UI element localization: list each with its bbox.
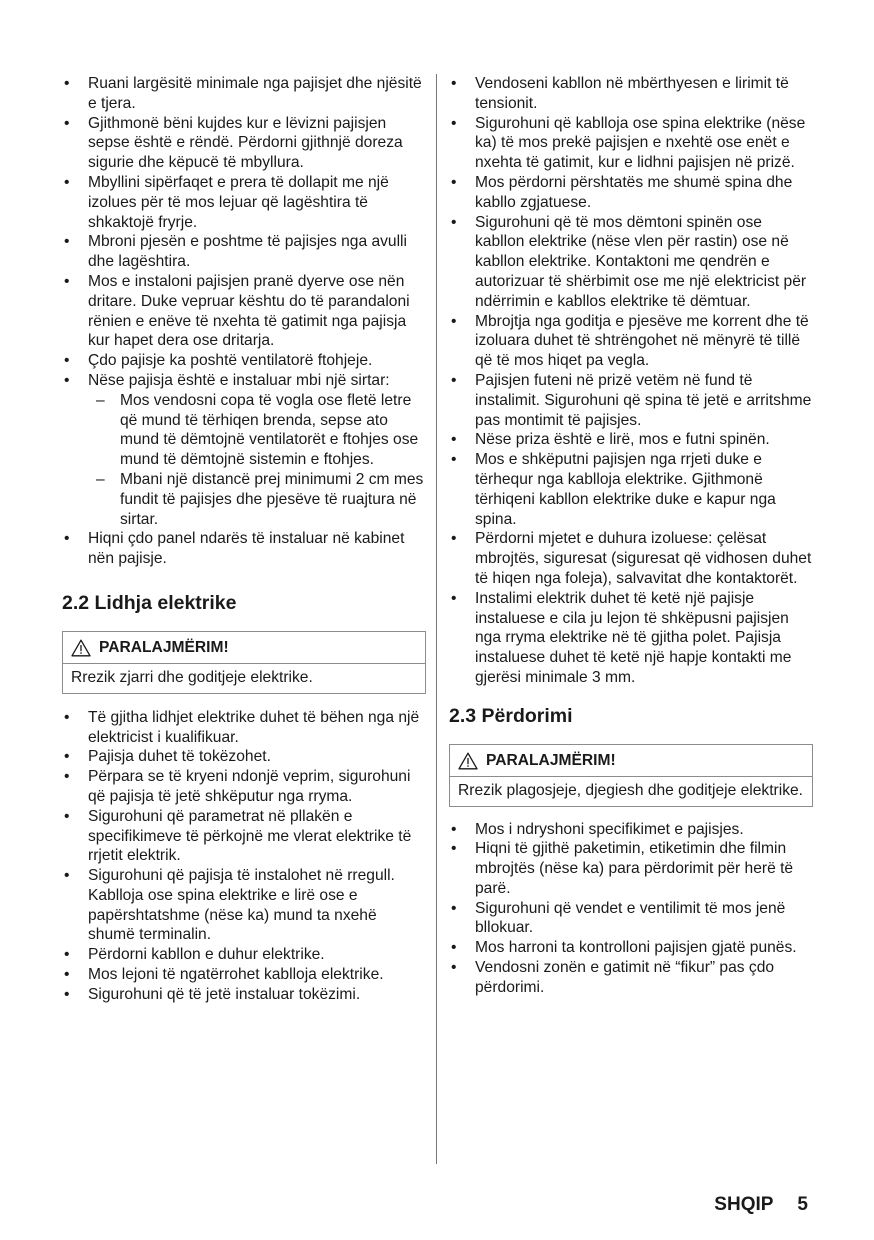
warning-header bbox=[450, 745, 812, 777]
bullet-list bbox=[449, 74, 813, 688]
warning-icon bbox=[458, 752, 478, 770]
list-item: • Mbroni pjesën e poshtme të pajisjes nga avulli dhe lagështira. bbox=[64, 233, 407, 271]
list-item: • Përdorni mjetet e duhura izoluese: çelësat mbrojtës, siguresat (siguresat që vidhosen duhet të hiqen nga foleja), salvavitat dhe kontaktorët. bbox=[451, 530, 812, 587]
list-item: • Sigurohuni që të jetë instaluar tokëzimi. bbox=[64, 985, 361, 1003]
list-item: • Mos lejoni të ngatërrohet kablloja elektrike. bbox=[64, 966, 384, 984]
list-item: • Mbyllini sipërfaqet e prera të dollapit me një izolues për të mos lejuar që lagështira të shkaktojë fryrje. bbox=[64, 173, 389, 231]
list-item: • Gjithmonë bëni kujdes kur e lëvizni pajisjen sepse është e rëndë. Përdorni gjithnjë doreza sigurie dhe këpucë të mbyllura. bbox=[64, 114, 403, 172]
list-item: • Instalimi elektrik duhet të ketë një pajisje instaluese e cila ju lejon të shkëpusni pajisjen nga rryma elektrike në të gjitha polet. Pajisja instaluese duhet të ketë një hapje kontakti me gjerësi minimale 3 mm. bbox=[451, 589, 792, 686]
column-divider bbox=[436, 74, 437, 1164]
list-item: • Sigurohuni që vendet e ventilimit të mos jenë bllokuar. bbox=[451, 899, 786, 937]
sub-list-item: – Mos vendosni copa të vogla ose fletë letre që mund të tërhiqen brenda, sepse ato mund të dëmtojnë ventilatorët e ftohjes ose mund të dëmtojnë sistemin e ftohjes. bbox=[96, 391, 419, 469]
list-item: • Çdo pajisje ka poshtë ventilatorë ftohjeje. bbox=[64, 352, 373, 370]
list-item: • Pajisja duhet të tokëzohet. bbox=[64, 748, 271, 766]
list-item: • Mos harroni ta kontrolloni pajisjen gjatë punës. bbox=[451, 939, 797, 957]
warning-box bbox=[62, 631, 426, 694]
warning-text: Rrezik plagosjeje, djegiesh dhe goditjeje elektrike. bbox=[458, 781, 803, 799]
section-title: 2.3 Përdorimi bbox=[449, 704, 573, 727]
warning-title: PARALAJMËRIM! bbox=[99, 638, 229, 656]
list-item: • Ruani largësitë minimale nga pajisjet dhe njësitë e tjera. bbox=[64, 75, 422, 112]
list-item: • Sigurohuni që pajisja të instalohet në rregull. Kablloja ose spina elektrike e lirë ose e papërshtatshme (nëse ka) mund ta nxehë shumë terminalin. bbox=[64, 867, 395, 944]
list-item: • Përdorni kabllon e duhur elektrike. bbox=[64, 946, 325, 964]
warning-header bbox=[63, 632, 425, 664]
warning-title: PARALAJMËRIM! bbox=[486, 751, 616, 769]
list-item: • Të gjitha lidhjet elektrike duhet të bëhen nga një elektricist i kualifikuar. bbox=[64, 708, 420, 746]
list-item: • Mos e instaloni pajisjen pranë dyerve ose nën dritare. Duke vepruar kështu do të parandaloni rënien e enëve të nxehta të gatimit nga pajisja kur hapet dera ose dritarja. bbox=[64, 272, 410, 350]
list-item: • Mbrojtja nga goditja e pjesëve me korrent dhe të izoluara duhet të shtrëngohet në mënyrë të tillë që të mos hiqet pa vegla. bbox=[451, 312, 809, 370]
sub-list-item: – Mbani një distancë prej minimumi 2 cm mes fundit të pajisjes dhe pjesëve të ruajtura në sirtar. bbox=[96, 470, 424, 528]
list-item: • Sigurohuni që të mos dëmtoni spinën ose kabllon elektrike (nëse vlen për rastin) ose në kabllon elektrike. Kontaktoni me qendrën e autorizuar të shërbimit ose me një elektricist për ndërrimin e kabllos elektrike të dëmtuar. bbox=[451, 213, 807, 310]
bullet-list bbox=[62, 74, 426, 569]
section-title: 2.2 Lidhja elektrike bbox=[62, 591, 237, 614]
page-number: 5 bbox=[797, 1194, 808, 1215]
list-item: • Mos e shkëputni pajisjen nga rrjeti duke e tërhequr nga kablloja elektrike. Gjithmonë tërhiqeni kabllon elektrike duke e kapur nga spina. bbox=[451, 451, 776, 528]
list-item: • Pajisjen futeni në prizë vetëm në fund të instalimit. Sigurohuni që spina të jetë e arritshme pas montimit të pajisjes. bbox=[451, 371, 812, 429]
list-item: • Nëse priza është e lirë, mos e futni spinën. bbox=[451, 431, 770, 449]
bullet-list bbox=[62, 708, 426, 1005]
bullet-list bbox=[449, 820, 813, 998]
list-item: • Hiqni të gjithë paketimin, etiketimin dhe filmin mbrojtës (nëse ka) para përdorimit për herë të parë. bbox=[451, 840, 794, 897]
list-item: • Nëse pajisja është e instaluar mbi një sirtar: – Mos vendosni copa të vogla ose fletë letre që mund të tërhiqen brenda, sepse ato mund të dëmtojnë ventilatorët e ftohjes ose mund të dëmtojnë sistemin e ftohjes. – Mbani një distancë prej minimumi 2 cm mes fundit të pajisjes dhe pjesëve të ruajtura në sirtar. bbox=[62, 371, 426, 529]
warning-text: Rrezik zjarri dhe goditjeje elektrike. bbox=[71, 668, 313, 686]
list-item: • Sigurohuni që parametrat në pllakën e specifikimeve të përkojnë me vlerat elektrike të rrjetit elektrik. bbox=[64, 807, 412, 865]
left-column bbox=[62, 74, 426, 1005]
list-item: • Përpara se të kryeni ndonjë veprim, sigurohuni që pajisja të jetë shkëputur nga rryma. bbox=[64, 768, 411, 805]
list-item: • Vendosni zonën e gatimit në “fikur” pas çdo përdorimi. bbox=[451, 959, 775, 996]
list-item: • Hiqni çdo panel ndarës të instaluar në kabinet nën pajisje. bbox=[64, 530, 405, 568]
list-item: • Vendoseni kabllon në mbërthyesen e lirimit të tensionit. bbox=[451, 75, 789, 112]
list-item: • Mos përdorni përshtatës me shumë spina dhe kabllo zgjatuese. bbox=[451, 173, 793, 211]
footer-language: SHQIP bbox=[714, 1194, 774, 1215]
right-column bbox=[449, 74, 813, 998]
list-item: • Sigurohuni që kablloja ose spina elektrike (nëse ka) të mos prekë pajisjen e nxehtë ose enët e nxehta të gatimit, kur e lidhni pajisjen në prizë. bbox=[451, 114, 806, 172]
page-footer bbox=[714, 1194, 808, 1216]
list-item: • Mos i ndryshoni specifikimet e pajisjes. bbox=[451, 820, 744, 838]
warning-icon bbox=[71, 639, 91, 657]
sub-list bbox=[88, 391, 426, 530]
warning-box bbox=[449, 744, 813, 807]
